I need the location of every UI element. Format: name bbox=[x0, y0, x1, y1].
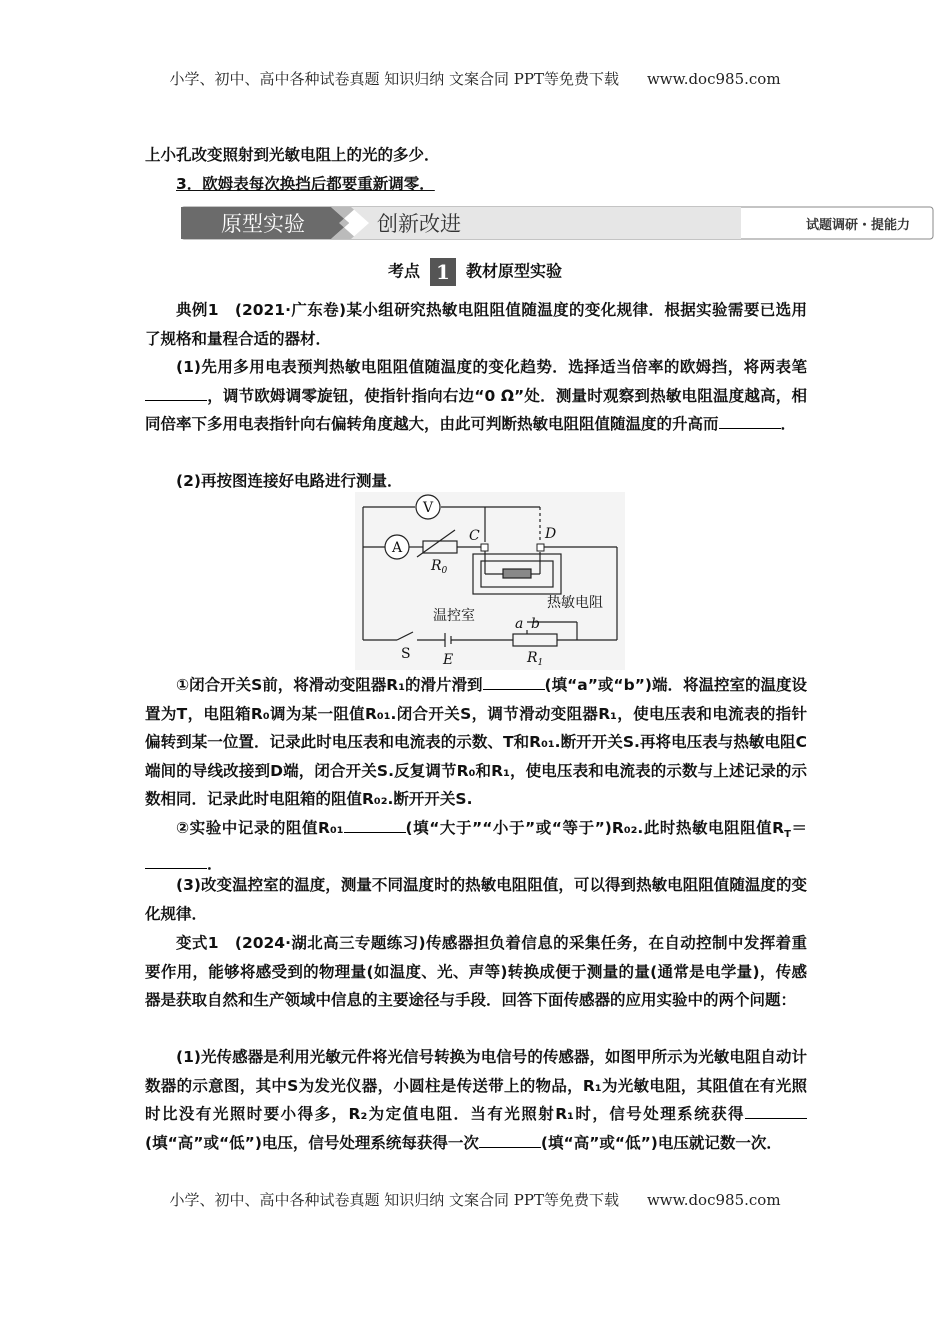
thermistor-label: 热敏电阻 bbox=[547, 595, 603, 611]
banner-right: 试题调研・提能力 bbox=[806, 218, 911, 233]
r0-label: $R_0$ bbox=[431, 558, 448, 576]
variant-p1 bbox=[145, 1043, 807, 1157]
page-header bbox=[0, 68, 950, 89]
node-c-label: C bbox=[469, 528, 480, 544]
top-line-2 bbox=[145, 170, 807, 199]
blank-5 bbox=[145, 867, 207, 869]
node-d-label: D bbox=[545, 526, 557, 542]
kaodian-number-badge: 1 bbox=[430, 258, 456, 286]
blank-6 bbox=[745, 1117, 807, 1119]
example-p1 bbox=[145, 353, 807, 439]
blank-3 bbox=[483, 688, 545, 690]
example-q1 bbox=[145, 671, 807, 814]
example-p3: (3)改变温控室的温度，测量不同温度时的热敏电阻阻值，可以得到热敏电阻阻值随温度的变化规律． bbox=[145, 876, 807, 923]
example-q2-b: (填“大于”“小于”或“等于”)R₀₂.此时热敏电阻阻值R bbox=[405, 819, 785, 837]
variant-p1-c: (填“高”或“低”)电压就记数一次． bbox=[540, 1133, 782, 1152]
example-p2: (2)再按图连接好电路进行测量． bbox=[176, 472, 403, 490]
blank-1 bbox=[145, 399, 207, 401]
battery-label: E bbox=[443, 652, 454, 668]
blank-4 bbox=[344, 831, 406, 833]
ammeter-label: A bbox=[392, 540, 403, 556]
footer-url[interactable]: www.doc985.com bbox=[646, 1191, 781, 1209]
kaodian-heading bbox=[0, 258, 950, 286]
top-line-1: 上小孔改变照射到光敏电阻上的光的多少． bbox=[145, 146, 440, 164]
kaodian-label: 考点 bbox=[387, 261, 420, 281]
blank-7 bbox=[479, 1146, 541, 1148]
example-q1-b: (填“a”或“b”)端．将温控室的温度设置为T，电阻箱R₀调为某一阻值R₀₁.闭合开关S，调节滑动变阻器R₁，使电压表和电流表的指针偏转到某一位置．记录此时电压表和电流表的示数、T和R₀₁.断开开关S.再将电压表与热敏电阻C端间的导线改接到D端，闭合开关S.反复调节R₀和R₁，使电压表和电流表的示数与上述记录的示数相同．记录此时电阻箱的阻值R₀₂.断开开关S. bbox=[145, 676, 807, 808]
example-p1-b: ，调节欧姆调零旋钮，使指针指向右边“0 Ω”处．测量时观察到热敏电阻温度越高，相同倍率下多用电表指针向右偏转角度越大，由此可判断热敏电阻阻值随温度的升高而 bbox=[145, 386, 807, 433]
voltmeter-label: V bbox=[423, 500, 434, 516]
footer-text: 小学、初中、高中各种试卷真题 知识归纳 文案合同 PPT等免费下载 bbox=[169, 1191, 619, 1209]
variant-p1-b: (填“高”或“低”)电压，信号处理系统每获得一次 bbox=[145, 1133, 479, 1152]
example-head: 典例1 (2021·广东卷)某小组研究热敏电阻阻值随温度的变化规律．根据实验需要已选用了规格和量程合适的器材． bbox=[145, 301, 807, 348]
example-p1-c: ． bbox=[780, 415, 797, 433]
banner-left: 原型实验 bbox=[221, 212, 305, 236]
header-url[interactable]: www.doc985.com bbox=[646, 70, 781, 88]
page-footer bbox=[0, 1189, 950, 1210]
switch-label: S bbox=[401, 646, 411, 662]
example-q2-d: ． bbox=[207, 854, 223, 873]
example-q2 bbox=[145, 814, 807, 878]
example-q1-a: ①闭合开关S前，将滑动变阻器R₁的滑片滑到 bbox=[176, 676, 483, 694]
circuit-diagram bbox=[355, 492, 625, 670]
section-banner bbox=[181, 205, 935, 241]
example-q2-sub: T bbox=[784, 829, 791, 841]
variant-head: 变式1 (2024·湖北高三专题练习)传感器担负着信息的采集任务，在自动控制中发挥着重要作用，能够将感受到的物理量(如温度、光、声等)转换成便于测量的量(通常是电学量)，传感器是获取自然和生产领域中信息的主要途径与手段．回答下面传感器的应用实验中的两个问题： bbox=[145, 934, 807, 1009]
kaodian-title: 教材原型实验 bbox=[466, 261, 563, 281]
r1-label: $R_1$ bbox=[527, 650, 544, 668]
variant-p1-a: (1)光传感器是利用光敏元件将光信号转换为电信号的传感器，如图甲所示为光敏电阻自动计数器的示意图，其中S为发光仪器，小圆柱是传送带上的物品，R₁为光敏电阻，其阻值在有光照时比没有光照时要小得多，R₂为定值电阻．当有光照射R₁时，信号处理系统获得 bbox=[145, 1048, 807, 1123]
example-q2-a: ②实验中记录的阻值R₀₁ bbox=[176, 819, 344, 837]
header-text: 小学、初中、高中各种试卷真题 知识归纳 文案合同 PPT等免费下载 bbox=[169, 70, 619, 88]
banner-mid: 创新改进 bbox=[377, 212, 461, 236]
blank-2 bbox=[719, 427, 781, 429]
example-p1-a: (1)先用多用电表预判热敏电阻阻值随温度的变化趋势．选择适当倍率的欧姆挡，将两表笔 bbox=[176, 358, 807, 376]
terminal-a-label: a bbox=[515, 616, 524, 632]
room-label: 温控室 bbox=[433, 608, 475, 624]
terminal-b-label: b bbox=[531, 616, 540, 632]
example-q2-c: ＝ bbox=[790, 819, 807, 837]
top-line-2-text: 3．欧姆表每次换挡后都要重新调零． bbox=[176, 175, 435, 193]
